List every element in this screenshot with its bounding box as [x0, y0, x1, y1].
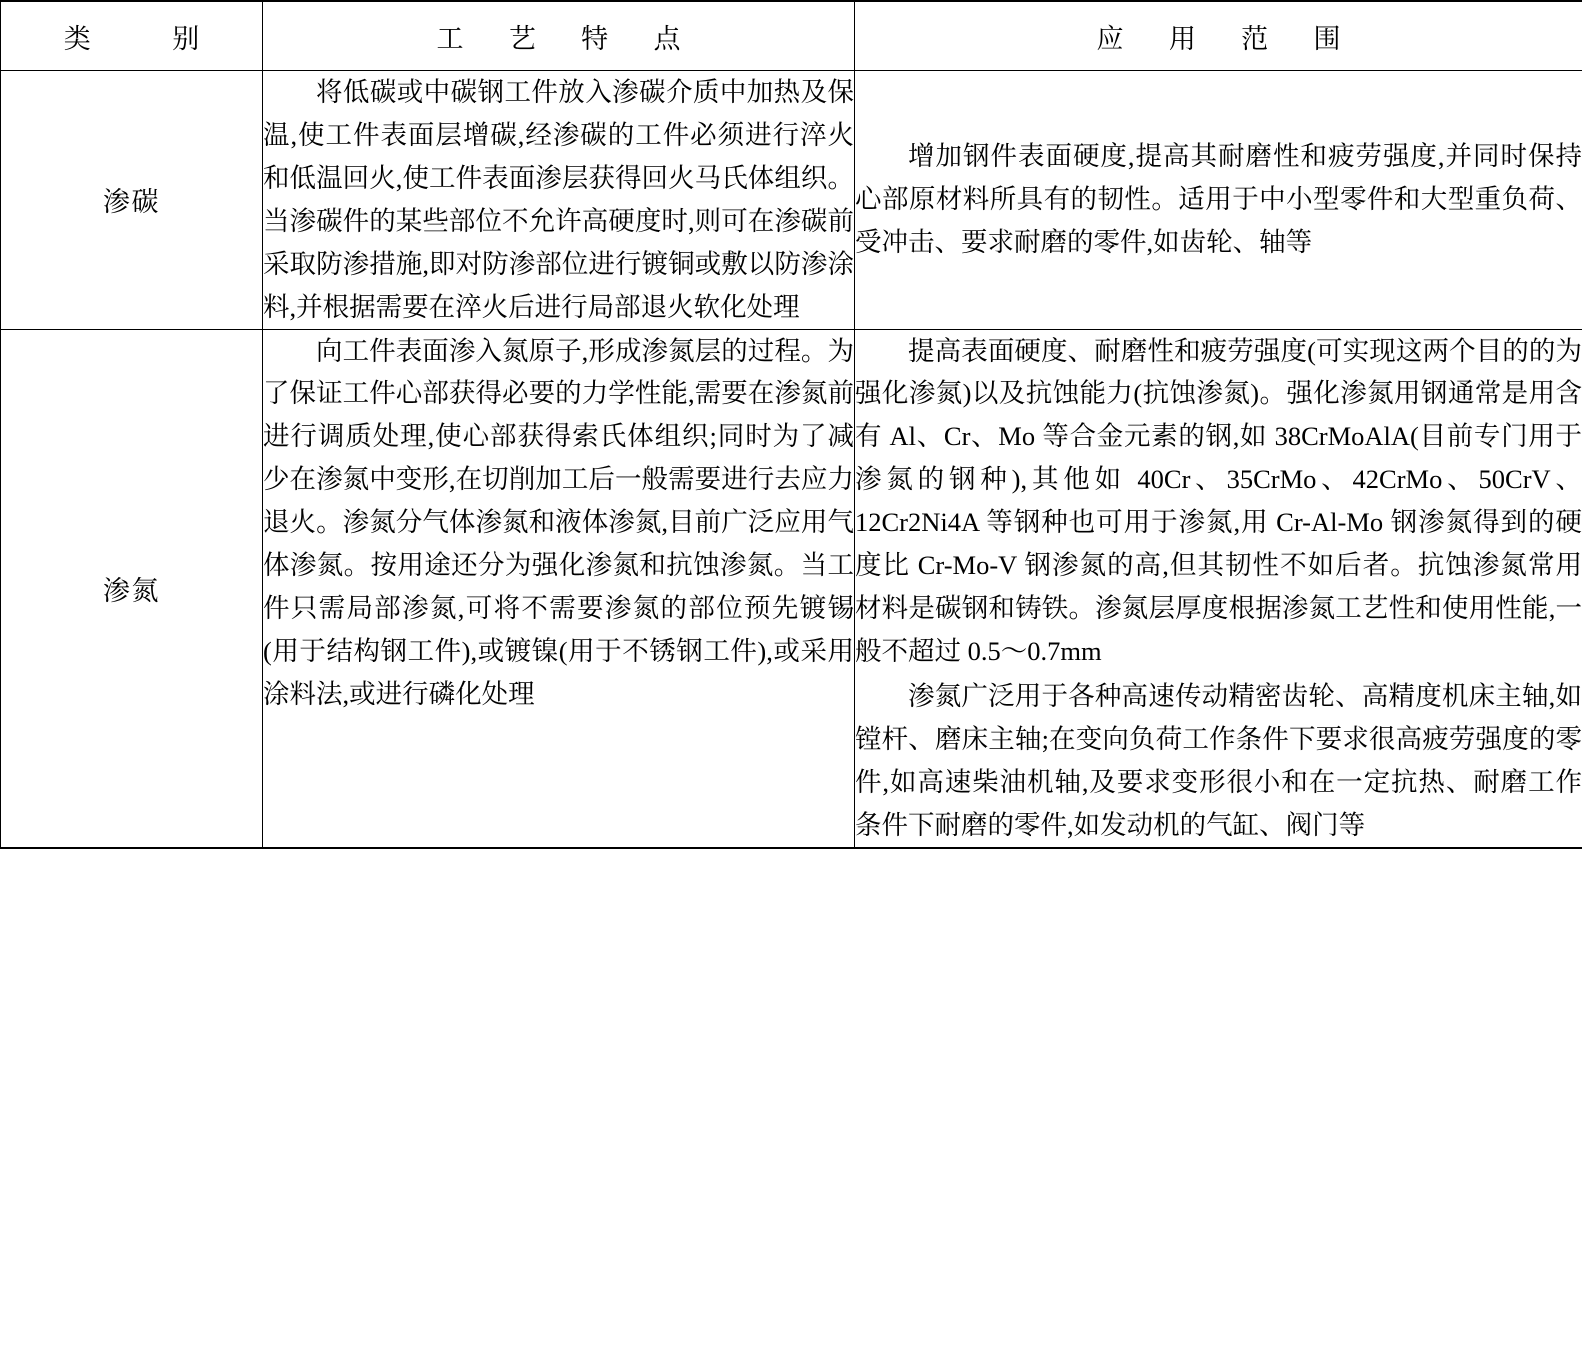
cell-application-nitriding: [855, 329, 1582, 848]
header-label-application: 应 用 范 围: [1096, 23, 1350, 54]
table-row: [1, 71, 1582, 330]
header-row: [1, 1, 1582, 71]
header-cell-process: [263, 1, 855, 71]
table-row: [1, 329, 1582, 848]
application-text-nitriding-2: 渗氮广泛用于各种高速传动精密齿轮、高精度机床主轴,如镗杆、磨床主轴;在变向负荷工作条件下要求很高疲劳强度的零件,如高速柴油机轴,及要求变形很小和在一定抗热、耐磨工作条件下耐磨的零件,如发动机的气缸、阀门等: [855, 680, 1582, 840]
header-cell-application: [855, 1, 1582, 71]
process-text-nitriding: 向工件表面渗入氮原子,形成渗氮层的过程。为了保证工件心部获得必要的力学性能,需要在渗氮前进行调质处理,使心部获得索氏体组织;同时为了减少在渗氮中变形,在切削加工后一般需要进行去应力退火。渗氮分气体渗氮和液体渗氮,目前广泛应用气体渗氮。按用途还分为强化渗氮和抗蚀渗氮。当工件只需局部渗氮,可将不需要渗氮的部位预先镀锡(用于结构钢工件),或镀镍(用于不锈钢工件),或采用涂料法,或进行磷化处理: [263, 335, 854, 709]
process-text-carburizing: 将低碳或中碳钢工件放入渗碳介质中加热及保温,使工件表面层增碳,经渗碳的工件必须进行淬火和低温回火,使工件表面渗层获得回火马氏体组织。当渗碳件的某些部位不允许高硬度时,则可在渗碳前采取防渗措施,即对防渗部位进行镀铜或敷以防渗涂料,并根据需要在淬火后进行局部退火软化处理: [263, 77, 854, 322]
application-text-nitriding-1: 提高表面硬度、耐磨性和疲劳强度(可实现这两个目的的为强化渗氮)以及抗蚀能力(抗蚀渗氮)。强化渗氮用钢通常是用含有 Al、Cr、Mo 等合金元素的钢,如 38CrMoAlA(目前专门用于渗氮的钢种),其他如 40Cr、35CrMo、42CrMo、50CrV、12Cr2Ni4A 等钢种也可用于渗氮,用 Cr-Al-Mo 钢渗氮得到的硬度比 Cr-Mo-V 钢渗氮的高,但其韧性不如后者。抗蚀渗氮常用材料是碳钢和铸铁。渗氮层厚度根据渗氮工艺性和使用性能,一般不超过 0.5～0.7mm: [855, 335, 1582, 666]
application-text-carburizing: 增加钢件表面硬度,提高其耐磨性和疲劳强度,并同时保持心部原材料所具有的韧性。适用于中小型零件和大型重负荷、受冲击、要求耐磨的零件,如齿轮、轴等: [855, 141, 1582, 258]
table-body: [1, 71, 1582, 848]
cell-category-nitriding: 渗氮: [1, 329, 263, 848]
cell-process-nitriding: [263, 329, 855, 848]
cell-application-carburizing: [855, 71, 1582, 330]
cell-category-carburizing: 渗碳: [1, 71, 263, 330]
cell-process-carburizing: [263, 71, 855, 330]
header-label-process: 工 艺 特 点: [436, 23, 690, 54]
table-header: [1, 1, 1582, 71]
header-label-category: 类 别: [63, 23, 209, 54]
header-cell-category: [1, 1, 263, 71]
